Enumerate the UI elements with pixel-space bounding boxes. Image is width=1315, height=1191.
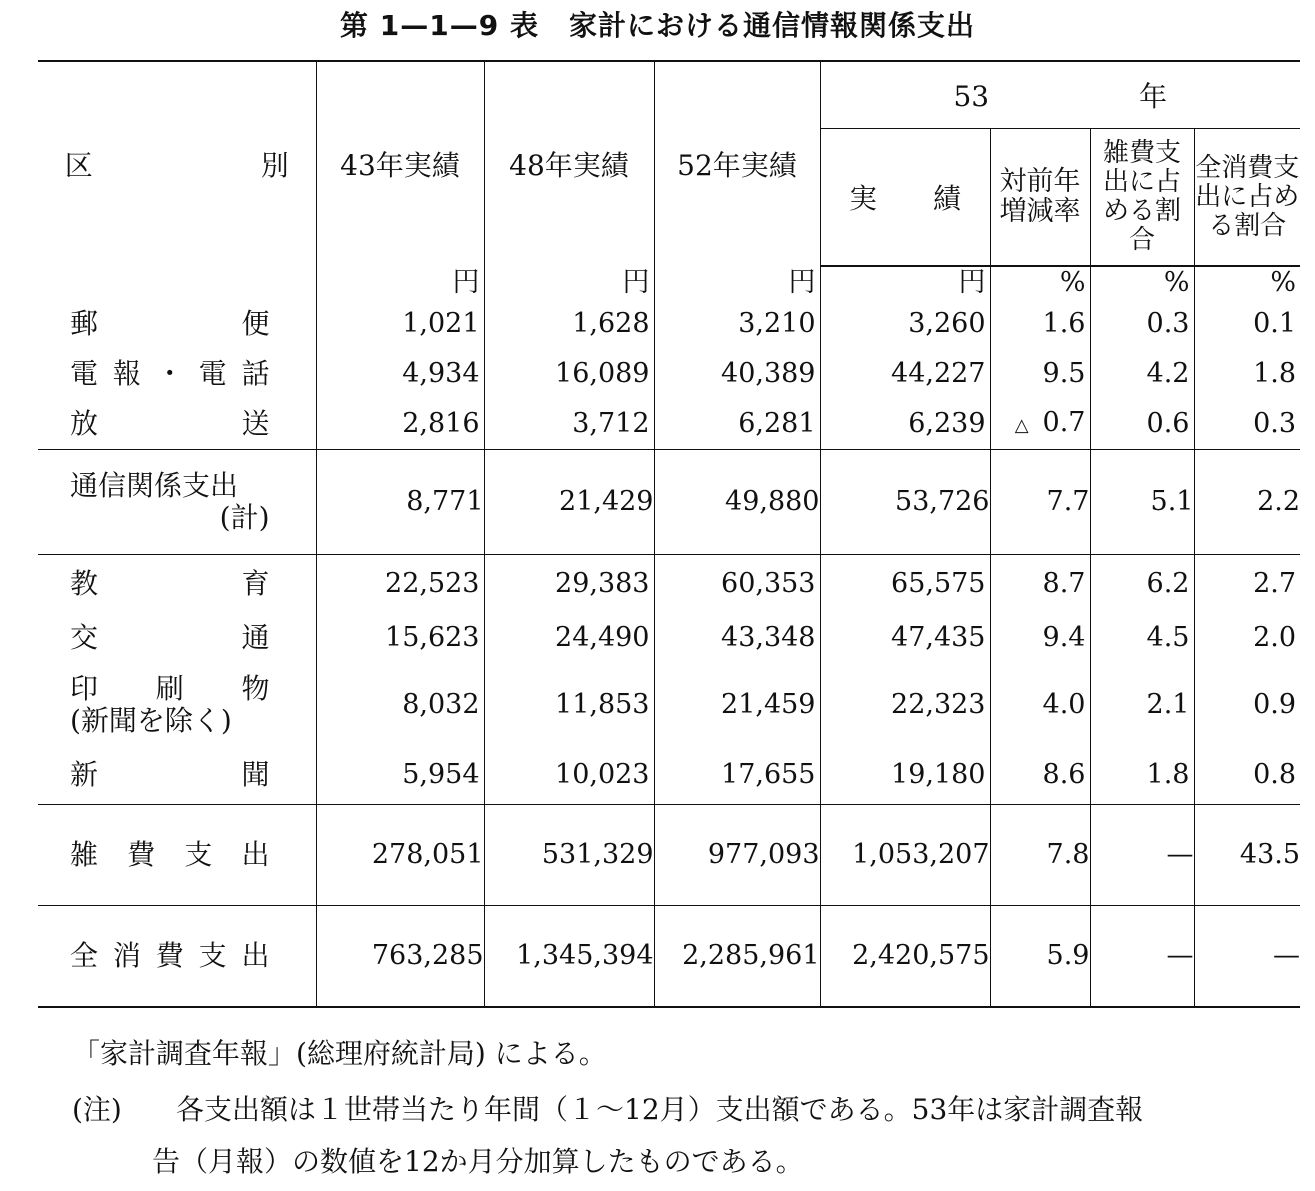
row-label (38, 747, 316, 805)
value-cell: 40,389 (654, 349, 820, 399)
source-note: 「家計調査年報」(総理府統計局) による。 (72, 1037, 607, 1070)
decrease-value: 0.7 (1042, 406, 1086, 438)
value-cell: 5,954 (316, 747, 484, 805)
value-cell: — (1090, 805, 1194, 906)
label-char: 消 (112, 939, 141, 972)
label-char: 雑 (70, 838, 99, 871)
value-cell: 3,260 (820, 299, 990, 349)
row-label (38, 906, 316, 1008)
row-label-line1: 通信関係支出 (70, 469, 239, 502)
value-cell: 531,329 (484, 805, 654, 906)
label-char: 印 (70, 671, 99, 705)
table-row (38, 555, 1300, 613)
value-cell: 0.9 (1194, 663, 1300, 747)
value-cell: 7.8 (990, 805, 1090, 906)
value-cell: 278,051 (316, 805, 484, 906)
label-char: 報 (112, 357, 141, 390)
row-label (38, 555, 316, 613)
row-label (38, 399, 316, 450)
label-char: 物 (241, 671, 270, 705)
header-year-53-number: 53 (953, 80, 990, 113)
value-cell: 7.7 (990, 450, 1090, 555)
value-cell: 6,239 (820, 399, 990, 450)
header-52: 52年実績 (654, 61, 820, 266)
header-total-share: 全消費支出に占める割合 (1194, 129, 1300, 267)
row-label (38, 450, 316, 555)
table-title (0, 4, 1315, 44)
label-char: 費 (155, 939, 184, 972)
label-char: 話 (241, 357, 270, 390)
label-char: 育 (241, 566, 270, 600)
label-char: 刷 (155, 671, 184, 705)
value-cell: 4.2 (1090, 349, 1194, 399)
label-char: 出 (241, 939, 270, 972)
label-char: 通 (241, 620, 270, 654)
unit-cell: 円 (316, 266, 484, 299)
row-label (38, 663, 316, 747)
value-cell: 9.4 (990, 613, 1090, 663)
label-char: 交 (70, 620, 99, 654)
value-cell: 5.1 (1090, 450, 1194, 555)
value-cell: 1,345,394 (484, 906, 654, 1008)
value-cell: 4,934 (316, 349, 484, 399)
header-year-53-unit: 年 (1139, 80, 1168, 113)
value-cell: 8,032 (316, 663, 484, 747)
label-char: 支 (198, 939, 227, 972)
row-label (38, 805, 316, 906)
value-cell (990, 399, 1090, 450)
value-cell: 24,490 (484, 613, 654, 663)
row-label (38, 299, 316, 349)
value-cell: 0.3 (1194, 399, 1300, 450)
value-cell: 1.8 (1194, 349, 1300, 399)
value-cell: — (1090, 906, 1194, 1008)
label-char: 放 (70, 407, 99, 440)
label-char: 新 (70, 758, 99, 792)
label-char: 教 (70, 566, 99, 600)
value-cell: 2.1 (1090, 663, 1194, 747)
footnote-line2: 告（月報）の数値を12か月分加算したものである。 (152, 1145, 804, 1178)
label-char: ・ (155, 357, 184, 390)
value-cell: 0.1 (1194, 299, 1300, 349)
table-row-misc (38, 805, 1300, 906)
value-cell: 43.5 (1194, 805, 1300, 906)
row-label-spread (70, 759, 270, 791)
value-cell: 11,853 (484, 663, 654, 747)
table-row (38, 299, 1300, 349)
label-char: 便 (241, 307, 270, 340)
units-row (38, 266, 1300, 299)
value-cell: 9.5 (990, 349, 1090, 399)
value-cell: 1.8 (1090, 747, 1194, 805)
header-year-53 (820, 61, 1300, 129)
value-cell: 21,429 (484, 450, 654, 555)
row-label-line1 (70, 673, 270, 705)
value-cell: 29,383 (484, 555, 654, 613)
value-cell: 763,285 (316, 906, 484, 1008)
value-cell: 21,459 (654, 663, 820, 747)
row-label-spread (70, 408, 270, 440)
row-label-line2: (計) (219, 501, 270, 534)
value-cell: 6.2 (1090, 555, 1194, 613)
row-label-spread (70, 839, 270, 871)
header-misc-share: 雑費支出に占める割合 (1090, 129, 1194, 267)
value-cell: 2.2 (1194, 450, 1300, 555)
value-cell: 3,712 (484, 399, 654, 450)
table-row (38, 663, 1300, 747)
value-cell: 1,628 (484, 299, 654, 349)
header-43: 43年実績 (316, 61, 484, 266)
value-cell: 5.9 (990, 906, 1090, 1008)
unit-cell: % (1090, 266, 1194, 299)
value-cell: 49,880 (654, 450, 820, 555)
row-label-spread (70, 358, 270, 390)
value-cell: 8.6 (990, 747, 1090, 805)
footnote-head: (注) (72, 1093, 122, 1126)
value-cell: 3,210 (654, 299, 820, 349)
value-cell: 47,435 (820, 613, 990, 663)
value-cell: 977,093 (654, 805, 820, 906)
header-48: 48年実績 (484, 61, 654, 266)
value-cell: 15,623 (316, 613, 484, 663)
value-cell: 4.5 (1090, 613, 1194, 663)
label-char: 全 (70, 939, 99, 972)
header-change: 対前年増減率 (990, 129, 1090, 267)
row-label (38, 613, 316, 663)
row-label (38, 349, 316, 399)
label-char: 郵 (70, 307, 99, 340)
value-cell: 10,023 (484, 747, 654, 805)
header-actual: 実 績 (820, 129, 990, 267)
value-cell: 0.8 (1194, 747, 1300, 805)
value-cell: 4.0 (990, 663, 1090, 747)
header-category: 区 別 (38, 61, 316, 266)
value-cell: 53,726 (820, 450, 990, 555)
row-label-line2: (新聞を除く) (70, 703, 232, 737)
value-cell: 0.6 (1090, 399, 1194, 450)
label-char: 支 (184, 838, 213, 871)
value-cell: 2,420,575 (820, 906, 990, 1008)
value-cell: 1,021 (316, 299, 484, 349)
unit-cell: % (1194, 266, 1300, 299)
table-row (38, 613, 1300, 663)
row-label-spread (70, 940, 270, 972)
label-char: 電 (70, 357, 99, 390)
decrease-mark: △ (1014, 414, 1029, 436)
value-cell: 22,323 (820, 663, 990, 747)
label-char: 電 (198, 357, 227, 390)
value-cell: 2.0 (1194, 613, 1300, 663)
row-label-spread (70, 622, 270, 654)
label-char: 出 (241, 838, 270, 871)
value-cell: 22,523 (316, 555, 484, 613)
row-label-spread (70, 568, 270, 600)
value-cell: 0.3 (1090, 299, 1194, 349)
footnote (72, 1084, 1302, 1188)
value-cell: 6,281 (654, 399, 820, 450)
label-char: 費 (127, 838, 156, 871)
unit-cell: % (990, 266, 1090, 299)
value-cell: 2,816 (316, 399, 484, 450)
row-label-spread (70, 308, 270, 340)
value-cell: 44,227 (820, 349, 990, 399)
table-row-total (38, 906, 1300, 1008)
label-char: 聞 (241, 758, 270, 792)
table-row (38, 349, 1300, 399)
table-number: 第 1—1—9 表 (340, 9, 539, 42)
table-title-text: 家計における通信情報関係支出 (568, 9, 975, 42)
label-char: 送 (241, 407, 270, 440)
unit-cell: 円 (484, 266, 654, 299)
unit-cell: 円 (654, 266, 820, 299)
units-label-cell (38, 266, 316, 299)
value-cell: 1,053,207 (820, 805, 990, 906)
table-row (38, 399, 1300, 450)
table-row (38, 747, 1300, 805)
value-cell: — (1194, 906, 1300, 1008)
value-cell: 1.6 (990, 299, 1090, 349)
value-cell: 17,655 (654, 747, 820, 805)
unit-cell: 円 (820, 266, 990, 299)
value-cell: 65,575 (820, 555, 990, 613)
value-cell: 16,089 (484, 349, 654, 399)
value-cell: 43,348 (654, 613, 820, 663)
value-cell: 60,353 (654, 555, 820, 613)
value-cell: 2,285,961 (654, 906, 820, 1008)
value-cell: 8,771 (316, 450, 484, 555)
footnote-line1: 各支出額は１世帯当たり年間（１～12月）支出額である。53年は家計調査報 (176, 1093, 1144, 1126)
table-row-subtotal (38, 450, 1300, 555)
value-cell: 2.7 (1194, 555, 1300, 613)
value-cell: 19,180 (820, 747, 990, 805)
value-cell: 8.7 (990, 555, 1090, 613)
expenditure-table (38, 60, 1300, 1008)
